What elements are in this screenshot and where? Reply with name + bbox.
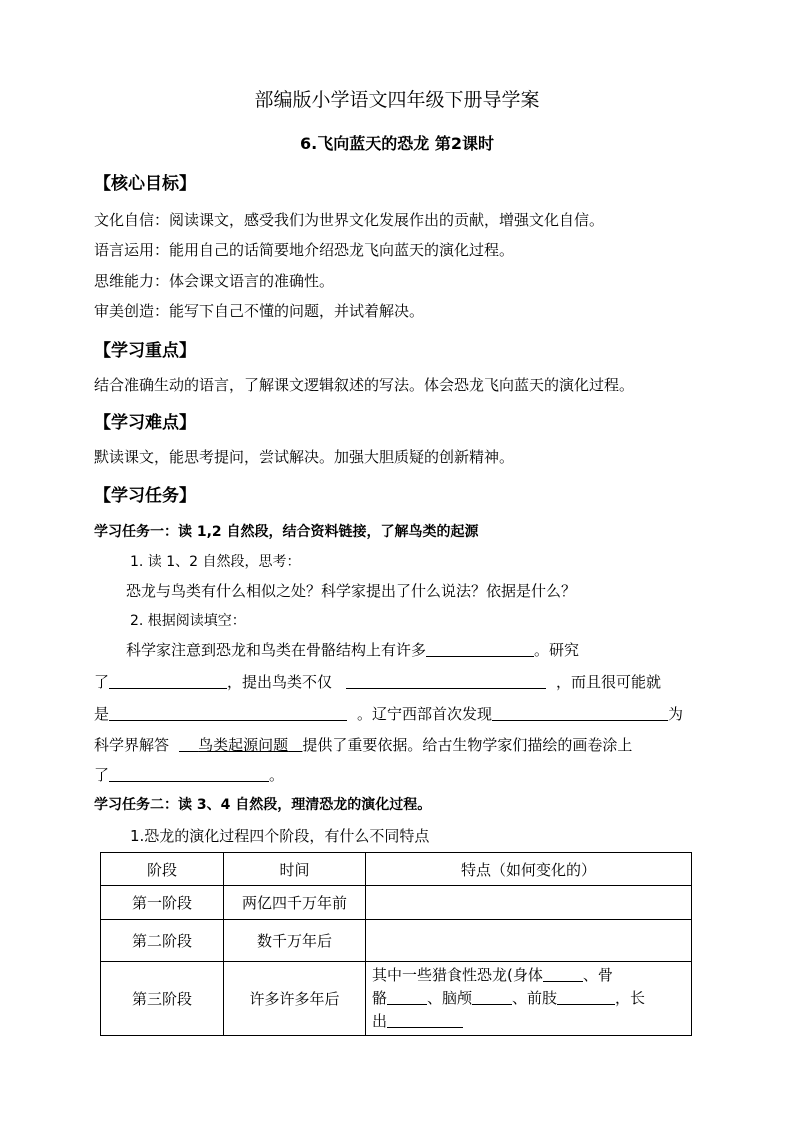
fill-blank[interactable] bbox=[557, 989, 615, 1005]
header-time: 时间 bbox=[224, 853, 366, 886]
fill-text: 为 bbox=[668, 705, 684, 723]
cell-features[interactable] bbox=[366, 962, 692, 1036]
note-text: ，长 bbox=[615, 989, 646, 1007]
cell-stage: 第一阶段 bbox=[101, 886, 224, 920]
table-row bbox=[101, 962, 692, 1036]
fill-text: 了 bbox=[94, 766, 110, 784]
core-goals-heading: 【核心目标】 bbox=[94, 174, 196, 194]
fill-text: 了 bbox=[94, 673, 110, 691]
cell-stage: 第三阶段 bbox=[101, 962, 224, 1036]
fill-line-1 bbox=[126, 639, 579, 660]
task1-question2: 2. 根据阅读填空： bbox=[130, 613, 246, 629]
fill-blank[interactable] bbox=[472, 989, 512, 1005]
fill-blank[interactable] bbox=[543, 966, 583, 982]
fill-line-2 bbox=[94, 671, 661, 692]
table-row bbox=[101, 886, 692, 920]
fill-text: 。辽宁西部首次发现 bbox=[357, 705, 493, 723]
fill-line-3 bbox=[94, 703, 683, 724]
goal-item: 审美创造：能写下自己不懂的问题，并试着解决。 bbox=[94, 302, 425, 320]
task2-title: 学习任务二：读 3、4 自然段，理清恐龙的演化过程。 bbox=[94, 797, 432, 813]
fill-text: 。 bbox=[269, 766, 285, 784]
page-title: 部编版小学语文四年级下册导学案 bbox=[254, 89, 540, 111]
fill-line-5 bbox=[94, 764, 284, 785]
note-text: 其中一些猎食性恐龙(身体 bbox=[372, 966, 543, 984]
note-text: 、脑颅 bbox=[427, 989, 473, 1007]
fill-text: 提供了重要依据。给古生物学家们描绘的画卷涂上 bbox=[302, 736, 633, 754]
fill-blank[interactable] bbox=[387, 989, 427, 1005]
goal-item: 文化自信：阅读课文，感受我们为世界文化发展作出的贡献，增强文化自信。 bbox=[94, 211, 605, 229]
fill-blank[interactable] bbox=[109, 704, 347, 721]
fill-text: 是 bbox=[94, 705, 110, 723]
difficulties-text: 默读课文，能思考提问，尝试解决。加强大胆质疑的创新精神。 bbox=[94, 448, 515, 466]
goal-item: 语言运用：能用自己的话简要地介绍恐龙飞向蓝天的演化过程。 bbox=[94, 241, 515, 259]
lesson-subtitle: 6.飞向蓝天的恐龙 第2课时 bbox=[300, 134, 494, 153]
fill-answer: 鸟类起源问题 bbox=[198, 736, 289, 754]
fill-blank[interactable] bbox=[492, 704, 668, 721]
fill-text: 科学家注意到恐龙和鸟类在骨骼结构上有许多 bbox=[126, 641, 427, 659]
cell-stage: 第二阶段 bbox=[101, 920, 224, 962]
table-header-row bbox=[101, 853, 692, 886]
note-text: 骼 bbox=[372, 989, 388, 1007]
note-text: 、骨 bbox=[582, 966, 613, 984]
task1-question1: 1. 读 1、2 自然段，思考： bbox=[130, 554, 301, 570]
cell-features[interactable] bbox=[366, 886, 692, 920]
fill-text: 。研究 bbox=[534, 641, 580, 659]
note-text: 、前肢 bbox=[512, 989, 558, 1007]
fill-blank[interactable] bbox=[387, 1012, 463, 1028]
difficulties-heading: 【学习难点】 bbox=[94, 413, 196, 433]
goal-item: 思维能力：体会课文语言的准确性。 bbox=[94, 272, 335, 290]
cell-features[interactable] bbox=[366, 920, 692, 962]
key-points-heading: 【学习重点】 bbox=[94, 341, 196, 361]
table-row bbox=[101, 920, 692, 962]
cell-time: 许多许多年后 bbox=[224, 962, 366, 1036]
fill-text: ，而且很可能就 bbox=[556, 673, 662, 691]
task1-title: 学习任务一：读 1,2 自然段，结合资料链接，了解鸟类的起源 bbox=[94, 524, 479, 540]
fill-text: 科学界解答 bbox=[94, 736, 170, 754]
header-stage: 阶段 bbox=[101, 853, 224, 886]
fill-blank[interactable] bbox=[109, 672, 227, 689]
fill-text: ，提出鸟类不仅 bbox=[227, 673, 333, 691]
fill-line-4 bbox=[94, 734, 632, 755]
cell-time: 两亿四千万年前 bbox=[224, 886, 366, 920]
header-features: 特点（如何变化的） bbox=[366, 853, 692, 886]
tasks-heading: 【学习任务】 bbox=[94, 486, 196, 506]
fill-blank[interactable] bbox=[346, 672, 546, 689]
note-text: 出 bbox=[372, 1012, 388, 1030]
task1-question1-text: 恐龙与鸟类有什么相似之处？科学家提出了什么说法？依据是什么？ bbox=[126, 582, 577, 600]
evolution-table bbox=[100, 852, 692, 1036]
task2-question1: 1.恐龙的演化过程四个阶段，有什么不同特点 bbox=[130, 827, 430, 845]
cell-time: 数千万年后 bbox=[224, 920, 366, 962]
fill-blank[interactable] bbox=[426, 640, 534, 657]
fill-blank[interactable] bbox=[109, 765, 269, 782]
key-points-text: 结合准确生动的语言，了解课文逻辑叙述的写法。体会恐龙飞向蓝天的演化过程。 bbox=[94, 376, 635, 394]
